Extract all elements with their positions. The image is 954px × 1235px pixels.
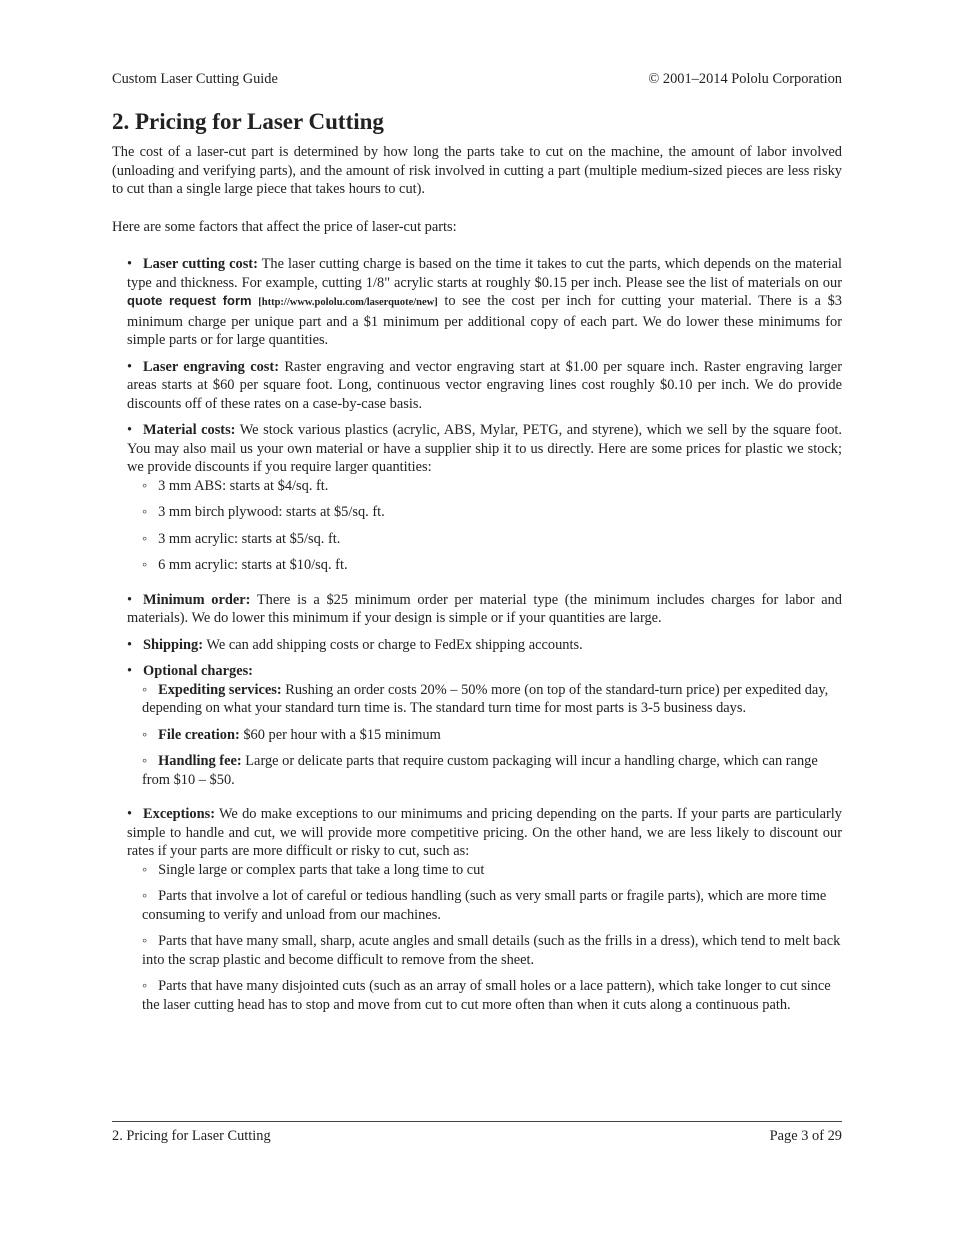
factor-text: We stock various plastics (acrylic, ABS, Mylar, PETG, and styrene), which we sell by the square foot. You may also mail us your own material or have a supplier ship it to us directly. Here are some prices for plastic we stock; we provide discounts if you require larger quantities:	[127, 422, 842, 475]
list-item	[142, 726, 842, 745]
item-label: Handling fee:	[158, 753, 242, 769]
factor-label: Optional charges:	[143, 663, 253, 679]
list-item: ◦ Parts that have many small, sharp, acute angles and small details (such as the frills in a dress), which tend to melt back into the scrap plastic and become difficult to remove from the sheet.	[142, 932, 842, 969]
list-item: ◦ Parts that have many disjointed cuts (such as an array of small holes or a lace pattern), which take longer to cut since the laser cutting head has to stop and move from cut to cut more often than when it cuts along a continuous path.	[142, 977, 842, 1014]
factor-label: Shipping:	[143, 636, 204, 653]
factor-minimum-order	[127, 591, 842, 628]
list-item: ◦ 3 mm acrylic: starts at $5/sq. ft.	[142, 530, 842, 549]
factor-label: Laser cutting cost:	[143, 256, 258, 272]
factor-text: Raster engraving and vector engraving start at $1.00 per square inch. Raster engraving larger areas starts at $60 per square foot. Long, continuous vector engraving lines cost roughly $0.10 per inch. We do provide discounts off of these rates on a case-by-case basis.	[127, 358, 842, 412]
factor-label: Minimum order:	[143, 591, 251, 608]
list-item: ◦ 3 mm ABS: starts at $4/sq. ft.	[142, 477, 842, 496]
footer-page-number: Page 3 of 29	[769, 1128, 842, 1144]
item-label: File creation:	[158, 726, 240, 743]
footer-divider	[112, 1121, 842, 1122]
factor-text: We can add shipping costs or charge to FedEx shipping accounts.	[203, 636, 583, 653]
factor-optional-charges	[127, 662, 842, 789]
list-item: ◦ 3 mm birch plywood: starts at $5/sq. ft.	[142, 503, 842, 522]
list-item	[142, 752, 842, 789]
factor-text: We do make exceptions to our minimums and pricing depending on the parts. If your parts are particularly simple to handle and cut, we will provide more competitive pricing. On the other hand, we are less likely to discount our rates if your parts are more difficult or risky to cut, such as:	[127, 806, 842, 859]
list-item: ◦ Parts that involve a lot of careful or tedious handling (such as very small parts or fragile parts), which are more time consuming to verify and unload from our machines.	[142, 887, 842, 924]
section-title: 2. Pricing for Laser Cutting	[112, 109, 384, 134]
item-text: $60 per hour with a $15 minimum	[239, 726, 441, 743]
item-text: Large or delicate parts that require custom packaging will incur a handling charge, which can range from $10 – $50.	[142, 753, 818, 788]
factor-text: to see the cost per inch for cutting your material. There is a $3 minimum charge per unique part and a $1 minimum per additional copy of each part. We do lower these minimums for simple parts or for large quantities.	[127, 293, 842, 348]
header-doc-title: Custom Laser Cutting Guide	[112, 71, 278, 87]
factor-laser-engraving	[127, 358, 842, 414]
factor-list	[112, 255, 842, 1014]
list-item: ◦ Single large or complex parts that take a long time to cut	[142, 861, 842, 880]
factor-text: There is a $25 minimum order per material type (the minimum includes charges for labor and materials). We do lower this minimum if your design is simple or if your quantities are large.	[127, 591, 842, 626]
factor-shipping	[127, 636, 842, 655]
intro-paragraph: The cost of a laser-cut part is determined by how long the parts take to cut on the machine, the amount of labor involved (unloading and verifying parts), and the amount of risk involved in cutting a part (multiple medium-sized pieces are less risky to cut than a single large piece that takes hours to cut).	[112, 144, 842, 197]
link-url[interactable]: [http://www.pololu.com/laserquote/new]	[258, 297, 438, 308]
factor-text: The laser cutting charge is based on the time it takes to cut the parts, which depends on the material type and thickness. For example, cutting 1/8" acrylic starts at roughly $0.15 per inch. Please see the list of materials on our	[127, 256, 842, 291]
exceptions-list	[127, 861, 842, 1015]
factor-laser-cutting	[127, 255, 842, 350]
section-body	[112, 143, 842, 1022]
optional-charges-list	[127, 681, 842, 790]
list-item	[142, 681, 842, 718]
quote-request-link[interactable]	[127, 293, 438, 309]
factor-label: Material costs:	[143, 422, 236, 438]
factor-label: Laser engraving cost:	[143, 358, 279, 375]
factor-label: Exceptions:	[143, 806, 216, 822]
header-copyright: © 2001–2014 Pololu Corporation	[648, 71, 842, 87]
link-label[interactable]: quote request form	[127, 293, 252, 308]
page-header	[112, 70, 842, 90]
material-price-list	[127, 477, 842, 575]
page-footer	[112, 1127, 842, 1147]
list-item: ◦ 6 mm acrylic: starts at $10/sq. ft.	[142, 556, 842, 575]
factor-material	[127, 421, 842, 575]
factors-intro: Here are some factors that affect the price of laser-cut parts:	[112, 218, 457, 235]
item-label: Expediting services:	[158, 681, 282, 698]
footer-section-name: 2. Pricing for Laser Cutting	[112, 1128, 271, 1144]
item-text: Rushing an order costs 20% – 50% more (on top of the standard-turn price) per expedited day, depending on what your standard turn time is. The standard turn time for most parts is 3-5 business days.	[142, 681, 829, 716]
factor-exceptions	[127, 805, 842, 1014]
